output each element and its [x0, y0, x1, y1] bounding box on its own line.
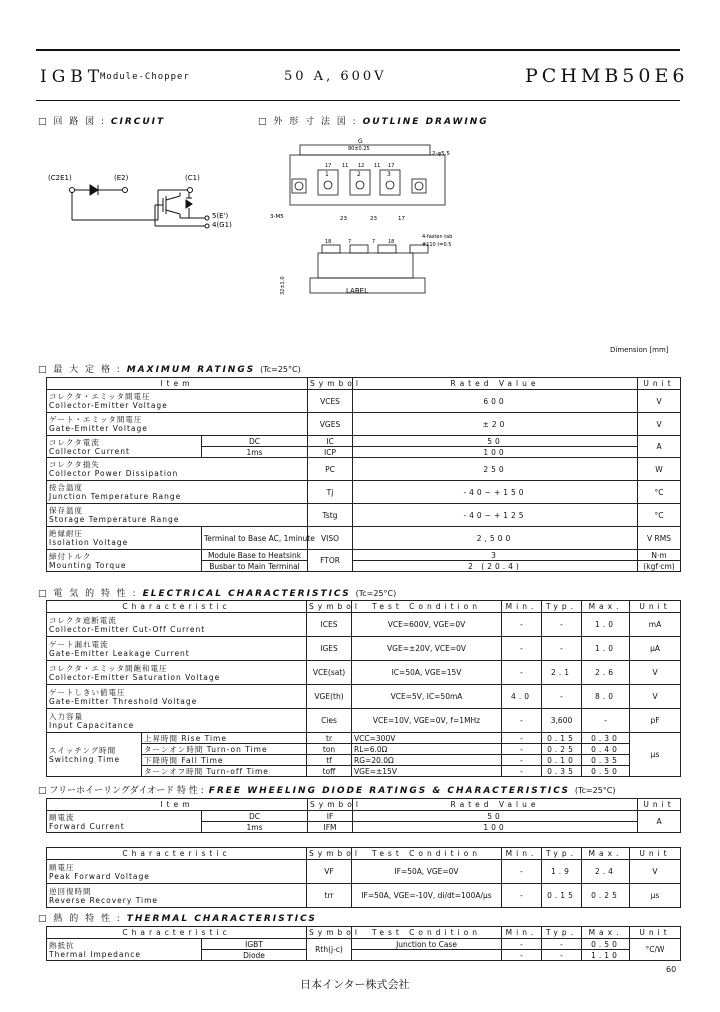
dim-18b: 18	[388, 239, 395, 245]
row-max: 0.40	[582, 744, 630, 755]
table-header	[47, 799, 681, 811]
dim-12: 12	[358, 163, 365, 169]
row-en: Collector-Emitter Cut-Off Current	[49, 624, 206, 634]
max-heading-jp: □ 最 大 定 格 :	[38, 365, 122, 375]
row-symbol: Tstg	[308, 504, 353, 527]
row-condition: VCC=300V	[352, 733, 502, 744]
row-condition	[352, 950, 502, 961]
table-header	[47, 927, 681, 939]
row-en: Collector-Emitter Saturation Voltage	[49, 672, 221, 682]
row-min: -	[502, 709, 542, 733]
row-max: 0.50	[582, 939, 630, 950]
row-en: Isolation Voltage	[49, 538, 129, 547]
table-row	[47, 458, 681, 481]
dim-7a: 7	[348, 239, 352, 245]
elec-heading-cond: (Tc=25°C)	[355, 589, 397, 598]
col-symbol: Symbol	[307, 601, 352, 613]
col-symbol: Symbol	[307, 927, 352, 939]
row-value: ±20	[353, 413, 638, 436]
row-jp: ゲート・エミッタ間電圧	[49, 415, 143, 424]
row-en: Thermal Impedance	[49, 949, 142, 959]
row-typ: 0.10	[542, 755, 582, 766]
row-sub: 1ms	[202, 822, 308, 833]
sw-en: Fall Time	[181, 755, 224, 765]
col-value: Rated Value	[353, 378, 638, 390]
dim-fasten: 4-fasten tab	[422, 234, 453, 240]
row-value: 50	[353, 811, 638, 822]
rating-text: 50 A, 600V	[284, 69, 387, 84]
table-row	[47, 637, 681, 661]
row-symbol: VCES	[308, 390, 353, 413]
row-en: Gate-Emitter Voltage	[49, 424, 148, 433]
row-min: -	[502, 950, 542, 961]
row-symbol: PC	[308, 458, 353, 481]
row-symbol: Cies	[307, 709, 352, 733]
thermal-heading	[38, 911, 317, 924]
row-condition: RL=6.0Ω	[352, 744, 502, 755]
row-max: 1.10	[582, 950, 630, 961]
dim-height: 32±1.0	[280, 276, 286, 295]
row-jp: 絶縁耐圧	[49, 529, 83, 538]
row-value: 100	[353, 822, 638, 833]
row-value: 100	[353, 447, 638, 458]
table-row	[47, 939, 681, 950]
row-typ: -	[542, 637, 582, 661]
row-en: Junction Temperature Range	[49, 492, 182, 501]
col-condition: Test Condition	[352, 927, 502, 939]
row-jp: 接合温度	[49, 483, 83, 492]
col-symbol: Symbol	[308, 378, 353, 390]
dim-total: 80±0.25	[348, 146, 370, 152]
row-min: -	[502, 637, 542, 661]
row-symbol: ton	[307, 744, 352, 755]
row-unit: A	[638, 436, 681, 458]
row-jp: 熱抵抗	[49, 940, 75, 950]
row-unit: °C	[638, 481, 681, 504]
col-typ: Typ.	[542, 601, 582, 613]
row-symbol: IGES	[307, 637, 352, 661]
switching-en: Switching Time	[49, 754, 121, 764]
col-max: Max.	[582, 927, 630, 939]
row-en: Collector-Emitter Voltage	[49, 401, 168, 410]
table-row	[47, 766, 681, 777]
dim-tab: #110 t=0.5	[422, 242, 452, 248]
row-min: -	[502, 661, 542, 685]
dim-17c: 17	[398, 216, 405, 222]
circuit-label-e: 5(E')	[212, 212, 229, 220]
row-unit: (kgf·cm)	[638, 561, 681, 572]
row-en: Mounting Torque	[49, 560, 127, 570]
table-row	[47, 481, 681, 504]
row-min: -	[502, 733, 542, 744]
row-value: 2,500	[353, 527, 638, 550]
device-type: IGBT	[40, 67, 105, 87]
row-symbol: VISO	[308, 527, 353, 550]
row-max: 0.30	[582, 733, 630, 744]
max-ratings-table	[46, 377, 681, 572]
dim-17b: 17	[388, 163, 395, 169]
module-subtitle: Module-Chopper	[100, 72, 190, 82]
col-typ: Typ.	[542, 848, 582, 860]
row-condition: IF=50A, VGE=-10V, di/dt=100A/μs	[352, 884, 502, 908]
row-sub: 1ms	[202, 447, 308, 458]
row-en: Storage Temperature Range	[49, 515, 180, 524]
thermal-heading-en: THERMAL CHARACTERISTICS	[126, 914, 317, 924]
table-row	[47, 755, 681, 766]
col-characteristic: Characteristic	[47, 601, 307, 613]
thermal-heading-jp: □ 熱 的 特 性 :	[38, 914, 122, 924]
row-unit: V RMS	[638, 527, 681, 550]
row-max: -	[582, 709, 630, 733]
col-max: Max.	[582, 601, 630, 613]
table-row	[47, 504, 681, 527]
electrical-table	[46, 600, 681, 777]
table-row	[47, 527, 681, 550]
row-jp: 保存温度	[49, 506, 83, 515]
row-symbol: VGES	[308, 413, 353, 436]
row-jp: ゲート漏れ電流	[49, 639, 109, 649]
row-condition: VCE=10V, VGE=0V, f=1MHz	[352, 709, 502, 733]
fwd-heading-jp: □ フリーホイーリングダイオード 特 性 :	[38, 786, 204, 796]
dimension-note: Dimension [mm]	[610, 346, 669, 354]
row-min: -	[502, 766, 542, 777]
row-typ: -	[542, 950, 582, 961]
switching-jp: スイッチング時間	[49, 745, 117, 755]
dim-7b: 7	[372, 239, 376, 245]
row-jp: コレクタ損失	[49, 460, 100, 469]
row-unit: W	[638, 458, 681, 481]
row-max: 1.0	[582, 613, 630, 637]
sw-jp: ターンオフ時間	[144, 766, 204, 776]
row-value: -40~+150	[353, 481, 638, 504]
dim-23b: 23	[370, 216, 377, 222]
dim-hole: 2-φ5.5	[432, 151, 450, 157]
row-max: 0.50	[582, 766, 630, 777]
row-max: 2.4	[582, 860, 630, 884]
col-characteristic: Characteristic	[47, 848, 307, 860]
table-header	[47, 601, 681, 613]
row-symbol: ICP	[308, 447, 353, 458]
fwd-heading-cond: (Tc=25°C)	[574, 786, 616, 795]
row-max: 2.6	[582, 661, 630, 685]
row-condition: IC=50A, VGE=15V	[352, 661, 502, 685]
sw-en: Turn-on Time	[206, 744, 268, 754]
row-unit: μs	[630, 884, 681, 908]
row-symbol: FTOR	[308, 550, 353, 572]
row-unit: μA	[630, 637, 681, 661]
row-symbol: VGE(th)	[307, 685, 352, 709]
row-min: -	[502, 755, 542, 766]
row-value: 250	[353, 458, 638, 481]
part-number: PCHMB50E6	[525, 65, 689, 87]
row-symbol: Rth(j-c)	[307, 939, 352, 961]
circuit-diagram	[40, 160, 240, 240]
row-unit: °C/W	[630, 939, 681, 961]
col-characteristic: Characteristic	[47, 927, 307, 939]
row-en: Input Capacitance	[49, 720, 135, 730]
row-max: 0.25	[582, 884, 630, 908]
row-symbol: trr	[307, 884, 352, 908]
row-symbol: tr	[307, 733, 352, 744]
row-min: 4.0	[502, 685, 542, 709]
row-sub: Terminal to Base AC, 1minute	[202, 527, 308, 550]
outline-heading	[258, 114, 489, 127]
row-typ: -	[542, 685, 582, 709]
row-unit: μs	[630, 733, 681, 777]
row-en: Gate-Emitter Leakage Current	[49, 648, 190, 658]
top-rule	[36, 49, 680, 51]
page-number: 60	[666, 965, 677, 974]
row-jp: 締付トルク	[49, 551, 92, 561]
outline-drawing	[270, 135, 470, 315]
row-typ: 0.15	[542, 884, 582, 908]
row-min: -	[502, 860, 542, 884]
dim-23a: 23	[340, 216, 347, 222]
col-unit: Unit	[630, 848, 681, 860]
dim-11a: 11	[342, 163, 349, 169]
row-typ: 2.1	[542, 661, 582, 685]
row-sub: DC	[202, 811, 308, 822]
outline-heading-en: OUTLINE DRAWING	[362, 117, 489, 127]
dim-3m5: 3-M5	[270, 214, 284, 220]
row-symbol: VCE(sat)	[307, 661, 352, 685]
table-row	[47, 709, 681, 733]
company-name: 日本インター株式会社	[300, 978, 410, 991]
row-unit: A	[638, 811, 681, 833]
col-unit: Unit	[638, 799, 681, 811]
row-max: 0.35	[582, 755, 630, 766]
circuit-heading	[38, 114, 165, 127]
row-unit: mA	[630, 613, 681, 637]
row-min: -	[502, 939, 542, 950]
max-heading-cond: (Tc=25°C)	[260, 365, 301, 374]
circuit-label-c2e1: (C2E1)	[48, 174, 72, 182]
row-unit: N·m	[638, 550, 681, 561]
row-unit: V	[630, 685, 681, 709]
row-unit: V	[638, 413, 681, 436]
col-max: Max.	[582, 848, 630, 860]
table-row	[47, 860, 681, 884]
row-value: -40~+125	[353, 504, 638, 527]
pin-1: 1	[325, 171, 329, 178]
row-condition: RG=20.0Ω	[352, 755, 502, 766]
dim-11b: 11	[374, 163, 381, 169]
circuit-label-e2: (E2)	[114, 174, 129, 182]
col-condition: Test Condition	[352, 848, 502, 860]
row-en: Peak Forward Voltage	[49, 871, 150, 881]
circuit-label-c1: (C1)	[185, 174, 200, 182]
sw-en: Turn-off Time	[206, 766, 269, 776]
circuit-heading-jp: □ 回 路 図 :	[38, 117, 106, 127]
dim-18a: 18	[325, 239, 332, 245]
row-typ: 0.25	[542, 744, 582, 755]
row-jp: コレクタ電流	[49, 437, 100, 447]
dim-17a: 17	[325, 163, 332, 169]
col-min: Min.	[502, 601, 542, 613]
fwd-heading	[38, 783, 616, 796]
row-condition: IF=50A, VGE=0V	[352, 860, 502, 884]
row-condition: VGE=±15V	[352, 766, 502, 777]
table-row	[47, 744, 681, 755]
circuit-label-g1: 4(G1)	[212, 221, 232, 229]
circuit-heading-en: CIRCUIT	[110, 117, 166, 127]
table-header	[47, 848, 681, 860]
col-condition: Test Condition	[352, 601, 502, 613]
col-unit: Unit	[638, 378, 681, 390]
row-typ: 0.15	[542, 733, 582, 744]
row-en: Reverse Recovery Time	[49, 895, 159, 905]
col-symbol: Symbol	[308, 799, 353, 811]
elec-heading-en: ELECTRICAL CHARACTERISTICS	[142, 589, 351, 599]
row-sub: Busbar to Main Terminal	[202, 561, 308, 572]
row-unit: V	[638, 390, 681, 413]
row-unit: V	[630, 661, 681, 685]
row-symbol: IC	[308, 436, 353, 447]
row-unit: °C	[638, 504, 681, 527]
outline-heading-jp: □ 外 形 寸 法 図 :	[258, 117, 358, 127]
col-value: Rated Value	[353, 799, 638, 811]
table-row	[47, 613, 681, 637]
row-symbol: IF	[308, 811, 353, 822]
row-jp: ゲートしきい値電圧	[49, 687, 126, 697]
table-row	[47, 685, 681, 709]
row-unit: pF	[630, 709, 681, 733]
col-item: Item	[47, 378, 308, 390]
table-row	[47, 811, 681, 822]
row-symbol: Tj	[308, 481, 353, 504]
table-row	[47, 550, 681, 561]
row-jp: 順電流	[49, 812, 75, 822]
fwd-chars-table	[46, 847, 681, 908]
row-value: 600	[353, 390, 638, 413]
row-unit: V	[630, 860, 681, 884]
row-typ: 1.9	[542, 860, 582, 884]
dim-g: G	[358, 138, 363, 145]
row-typ: -	[542, 939, 582, 950]
table-row	[47, 390, 681, 413]
thermal-table	[46, 926, 681, 961]
sw-jp: 上昇時間	[144, 733, 178, 743]
row-sub: Module Base to Heatsink	[202, 550, 308, 561]
row-jp: 入力容量	[49, 711, 83, 721]
table-row	[47, 436, 681, 447]
row-sub: DC	[202, 436, 308, 447]
row-value: 3	[353, 550, 638, 561]
sw-en: Rise Time	[181, 733, 227, 743]
max-heading-en: MAXIMUM RATINGS	[126, 365, 256, 375]
row-min: -	[502, 884, 542, 908]
sw-jp: 下降時間	[144, 755, 178, 765]
row-typ: 0.35	[542, 766, 582, 777]
row-jp: 順電圧	[49, 862, 75, 872]
table-header	[47, 378, 681, 390]
label-box: LABEL	[346, 287, 368, 295]
col-typ: Typ.	[542, 927, 582, 939]
col-min: Min.	[502, 848, 542, 860]
elec-heading	[38, 586, 396, 599]
row-min: -	[502, 613, 542, 637]
sw-jp: ターンオン時間	[144, 744, 204, 754]
row-symbol: tf	[307, 755, 352, 766]
col-min: Min.	[502, 927, 542, 939]
row-condition: VCE=5V, IC=50mA	[352, 685, 502, 709]
row-symbol: ICES	[307, 613, 352, 637]
row-typ: 3,600	[542, 709, 582, 733]
row-max: 1.0	[582, 637, 630, 661]
table-row	[47, 733, 681, 744]
table-row	[47, 661, 681, 685]
pin-3: 3	[387, 171, 391, 178]
col-unit: Unit	[630, 927, 681, 939]
row-value: 50	[353, 436, 638, 447]
max-heading	[38, 362, 301, 375]
row-symbol: toff	[307, 766, 352, 777]
table-row	[47, 884, 681, 908]
row-min: -	[502, 744, 542, 755]
row-en: Collector Current	[49, 446, 130, 456]
row-en: Collector Power Dissipation	[49, 469, 179, 478]
table-row	[47, 413, 681, 436]
pin-2: 2	[357, 171, 361, 178]
row-jp: コレクタ・エミッタ間電圧	[49, 392, 151, 401]
row-condition: Junction to Case	[352, 939, 502, 950]
row-jp: コレクタ・エミッタ間飽和電圧	[49, 663, 168, 673]
row-sub: IGBT	[202, 939, 307, 950]
row-condition: VGE=±20V, VCE=0V	[352, 637, 502, 661]
row-jp: 逆回復時間	[49, 886, 92, 896]
col-item: Item	[47, 799, 308, 811]
elec-heading-jp: □ 電 気 的 特 性 :	[38, 589, 138, 599]
fwd-ratings-table	[46, 798, 681, 833]
fwd-heading-en: FREE WHEELING DIODE RATINGS & CHARACTERISTICS	[208, 786, 570, 796]
row-max: 8.0	[582, 685, 630, 709]
row-en: Gate-Emitter Threshold Voltage	[49, 696, 198, 706]
row-value: 2 (20.4)	[353, 561, 638, 572]
row-typ: -	[542, 613, 582, 637]
row-sub: Diode	[202, 950, 307, 961]
col-unit: Unit	[630, 601, 681, 613]
row-condition: VCE=600V, VGE=0V	[352, 613, 502, 637]
row-jp: コレクタ遮断電流	[49, 615, 117, 625]
header-rule	[36, 100, 680, 101]
row-en: Forward Current	[49, 821, 125, 831]
row-symbol: VF	[307, 860, 352, 884]
col-symbol: Symbol	[307, 848, 352, 860]
row-symbol: IFM	[308, 822, 353, 833]
